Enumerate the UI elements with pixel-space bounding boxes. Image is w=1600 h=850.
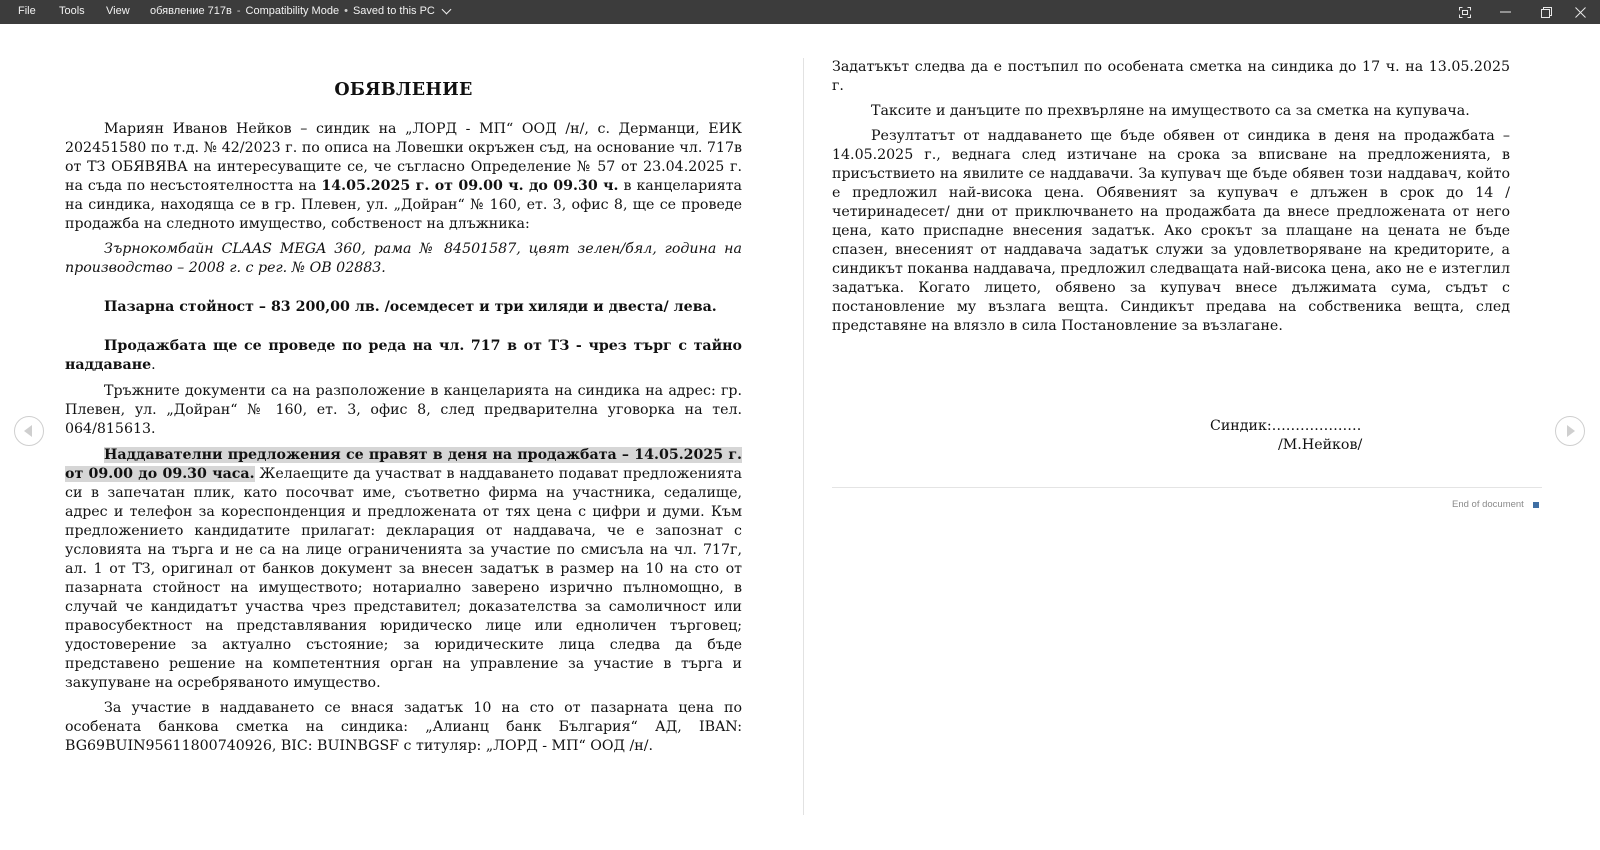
minimize-button[interactable] <box>1485 0 1525 24</box>
paragraph-documents: Тръжните документи са на разположение в канцеларията на синдика на адрес: гр. Плевен, ул. „Дойран“ № 160, ет. 3, офис 8, след предварителна уговорка на тел. 064/815613. <box>65 383 742 437</box>
document-title-dropdown[interactable] <box>150 5 450 17</box>
title-separator-dot: • <box>344 5 348 17</box>
end-of-document-line <box>832 487 1542 488</box>
signature-block <box>1210 417 1362 455</box>
sale-date-time: 14.05.2025 г. от 09.00 ч. до 09.30 ч. <box>321 178 619 194</box>
signature-name: /М.Нейков/ <box>1278 437 1363 453</box>
save-status: Saved to this PC <box>352 5 435 17</box>
announcement-text: Мариян Иванов Нейков – синдик на „ЛОРД - МП“ ООД /н/, с. Дерманци, ЕИК 202451580 по т.д. № 42/2023 г. по описа на Ловешки окръжен съд, на основание чл. 717в от ТЗ ОБЯВЯВА на интересуващите се, че съгласно Определение № 57 от 23.04.2025 г. на съда по несъстоятелността на <box>65 121 742 194</box>
announcement-text-cont: в канцеларията на синдика, находяща се в гр. Плевен, ул. „Дойран“ № 160, ет. 3, офис 8, ще се проведе продажба на следното имущество, собственост на длъжника: <box>65 178 743 232</box>
menu-file[interactable]: File <box>18 5 36 17</box>
menu-tools[interactable]: Tools <box>59 5 85 17</box>
chevron-down-icon <box>441 4 451 14</box>
close-icon <box>1575 7 1586 18</box>
paragraph-deposit: За участие в наддаването се внася задатък 10 на сто от пазарната цена по особената банкова сметка на синдика: „Алианц банк България“ АД, IBAN: BG69BUIN95611800740926, BIC: BUINBGSF с титуляр: „ЛОРД - МП“ ООД /н/. <box>65 700 742 754</box>
page-divider <box>803 58 804 815</box>
paragraph-property: Зърнокомбайн CLAAS MEGA 360, рама № 84501587, цвят зелен/бял, година на производство – 2008 г. с рег. № ОВ 02883. <box>65 241 742 276</box>
end-marker-square <box>1533 502 1539 508</box>
document-right-column <box>832 58 1510 336</box>
sale-procedure-text: Продажбата ще се проведе по реда на чл. 717 в от ТЗ - чрез търг с тайно наддаване <box>65 338 742 373</box>
bids-highlighted-text[interactable]: Наддавателни предложения се правят в деня на продажбата – 14.05.2025 г. от 09.00 до 09.30 часа. <box>65 447 742 482</box>
menu-view[interactable]: View <box>106 5 130 17</box>
focus-mode-icon <box>1459 7 1471 18</box>
document-left-column <box>65 80 742 756</box>
compatibility-mode-label: Compatibility Mode <box>245 5 340 17</box>
restore-icon <box>1541 7 1552 18</box>
bids-text: Желаещите да участват в наддаването подават предложенията си в запечатан плик, като посочват име, съответно фирма на участника, седалище, адрес и телефон за кореспонденция и предложената от тях цена с цифри и думи. Към предложението кандидатите прилагат: декларация от наддавача, че е запознат с условията на търга и не са на лице ограниченията за участие по смисъла на чл. 717г, ал. 1 от ТЗ, оригинал от банков документ за внесен задатък в размер на 10 на сто от пазарната стойност на имуществото; нотариално заверено изрично пълномощно, в случай че кандидатът участва чрез представител; доказателства за самоличност или правосубектност на представлявания юридическо лице или едноличен търговец; удостоверение за актуално състояние; за юридическите лица следва да бъде представено решение на компетентния орган на управление за участие в търга и закупуване на осребряваното имущество. <box>65 466 742 691</box>
title-bar <box>0 0 1600 24</box>
document-heading: ОБЯВЛЕНИЕ <box>334 80 473 100</box>
end-of-document-label: End of document <box>1452 499 1524 510</box>
paragraph-taxes: Таксите и данъците по прехвърляне на имуществото са за сметка на купувача. <box>871 103 1470 119</box>
paragraph-announcement <box>65 120 742 234</box>
document-name: обявление 717в <box>150 5 232 17</box>
paragraph-sale-procedure <box>65 337 742 375</box>
paragraph-results: Резултатът от наддаването ще бъде обявен от синдика в деня на продажбата – 14.05.2025 г., веднага след изтичане на срока за вписване на предложенията, в присъствието на явилите се наддавачи. За купувач ще бъде обявен този наддавач, който е предложил най-висока цена. Обявеният за купувач е длъжен в срок до 14 /четиринадесет/ дни от приключването на продажбата да внесе предложената от него цена, като приспадне внесения задатък. Ако срокът за плащане на цената не бъде спазен, внесеният от наддавача задатък служи за удовлетворяване на кредиторите, а синдикът поканва наддавача, предложил следващата най-висока цена, ако не е изтеглил задатъка. Когато лицето, обявено за купувач внесе дължимата сума, съдът с постановление му възлага вещта. Синдикът предава на собственика вещта, след представяне на влязло в сила Постановление за възлагане. <box>832 128 1510 334</box>
title-separator: - <box>236 5 241 17</box>
focus-mode-button[interactable] <box>1445 0 1485 24</box>
next-page-button[interactable] <box>1555 416 1585 446</box>
end-of-document-marker <box>1452 499 1539 510</box>
paragraph-deposit-deadline: Задатъкът следва да е постъпил по особената сметка на синдика до 17 ч. на 13.05.2025 г. <box>832 59 1510 94</box>
signature-line: Синдик:………………. <box>1210 418 1362 434</box>
minimize-icon <box>1500 11 1511 13</box>
close-button[interactable] <box>1560 0 1600 24</box>
previous-page-icon <box>24 425 32 437</box>
sale-procedure-end: . <box>151 357 156 373</box>
previous-page-button[interactable] <box>14 416 44 446</box>
next-page-icon <box>1567 425 1575 437</box>
paragraph-bids <box>65 446 742 693</box>
paragraph-market-value: Пазарна стойност – 83 200,00 лв. /осемдесет и три хиляди и двеста/ лева. <box>104 299 717 315</box>
